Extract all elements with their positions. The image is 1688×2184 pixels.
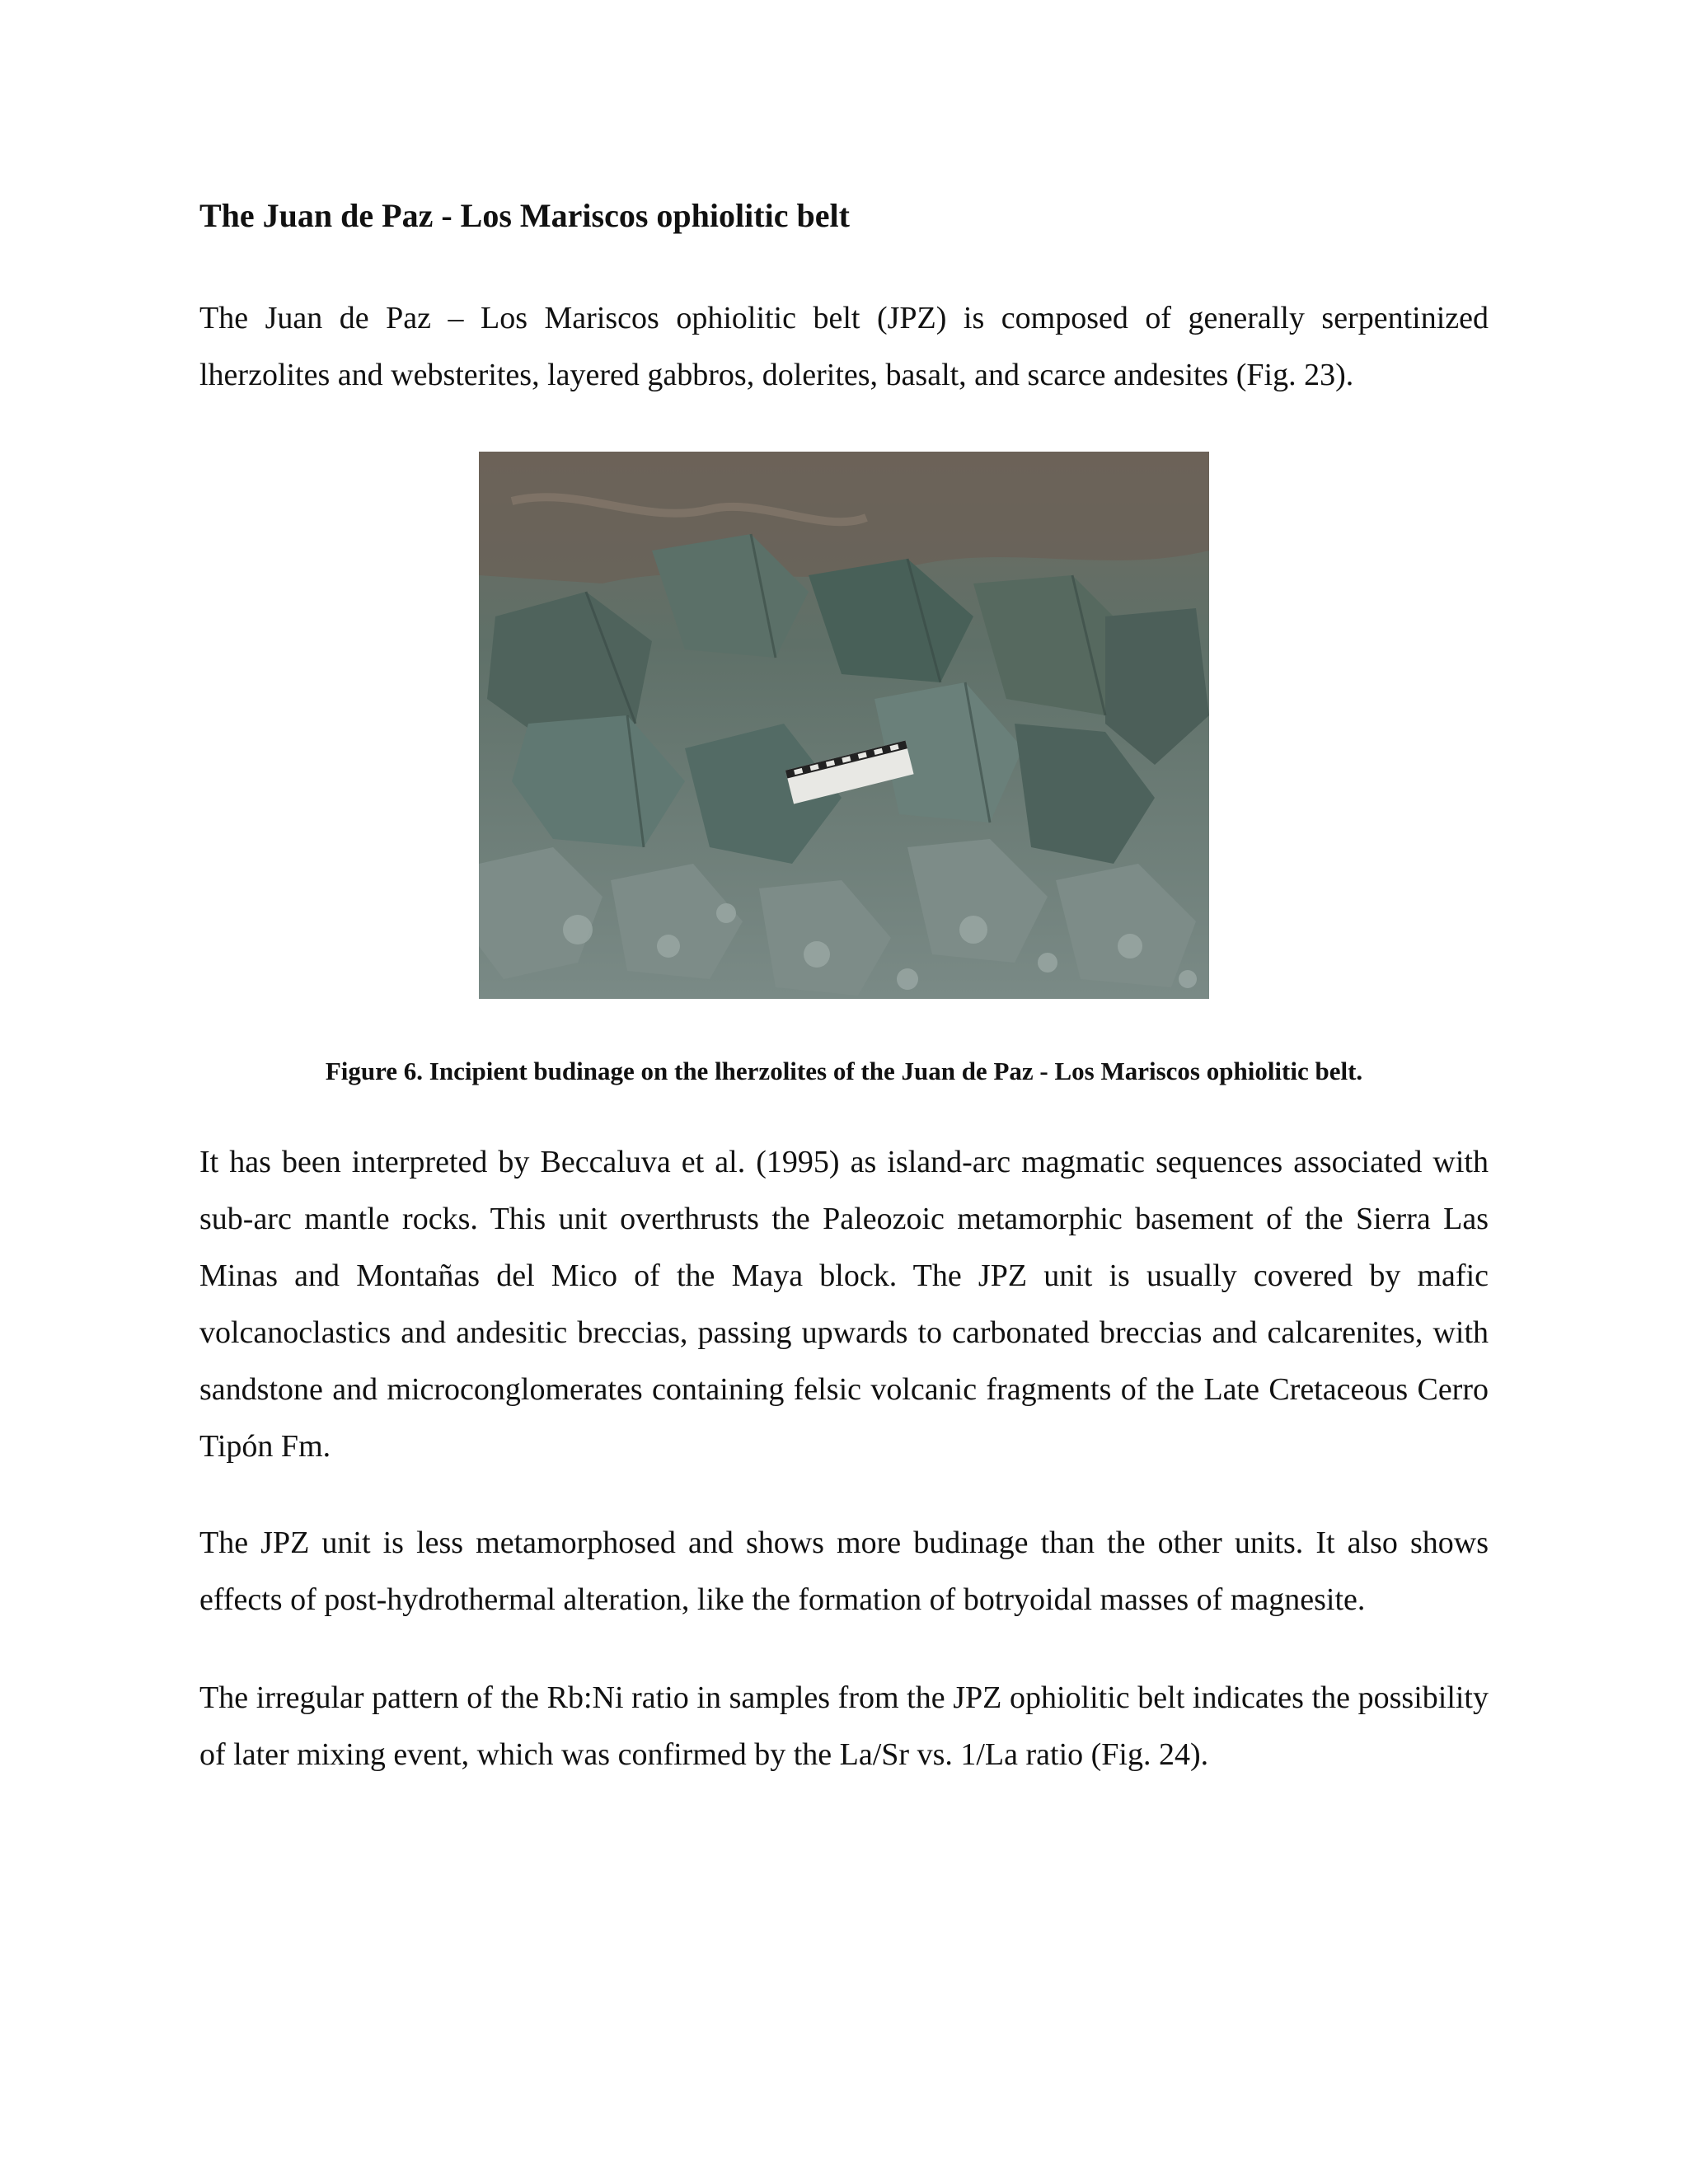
section-heading: The Juan de Paz - Los Mariscos ophiolitic belt — [199, 197, 850, 234]
paragraph-interpretation: It has been interpreted by Beccaluva et al. (1995) as island-arc magmatic sequences associated with sub-arc mantle rocks. This unit overthrusts the Paleozoic metamorphic basement of the Sierra Las Minas and Montañas del Mico of the Maya block. The JPZ unit is usually covered by mafic volcanoclastics and andesitic breccias, passing upwards to carbonated breccias and calcarenites, with sandstone and microconglomerates containing felsic volcanic fragments of the Late Cretaceous Cerro Tipón Fm. — [199, 1145, 1489, 1464]
figure-caption: Figure 6. Incipient budinage on the lherzolites of the Juan de Paz - Los Mariscos ophiolitic belt. — [325, 1057, 1363, 1085]
figure-photo — [479, 452, 1209, 999]
paragraph-intro: The Juan de Paz – Los Mariscos ophiolitic belt (JPZ) is composed of generally serpentinized lherzolites and websterites, layered gabbros, dolerites, basalt, and scarce andesites (Fig. 23). — [199, 301, 1489, 392]
paragraph-rb-ni-ratio: The irregular pattern of the Rb:Ni ratio in samples from the JPZ ophiolitic belt indicates the possibility of later mixing event, which was confirmed by the La/Sr vs. 1/La ratio (Fig. 24). — [199, 1680, 1489, 1772]
paragraph-metamorphism: The JPZ unit is less metamorphosed and shows more budinage than the other units. It also shows effects of post-hydrothermal alteration, like the formation of botryoidal masses of magnesite. — [199, 1526, 1489, 1617]
lherzolite-outcrop-photo — [479, 452, 1209, 999]
